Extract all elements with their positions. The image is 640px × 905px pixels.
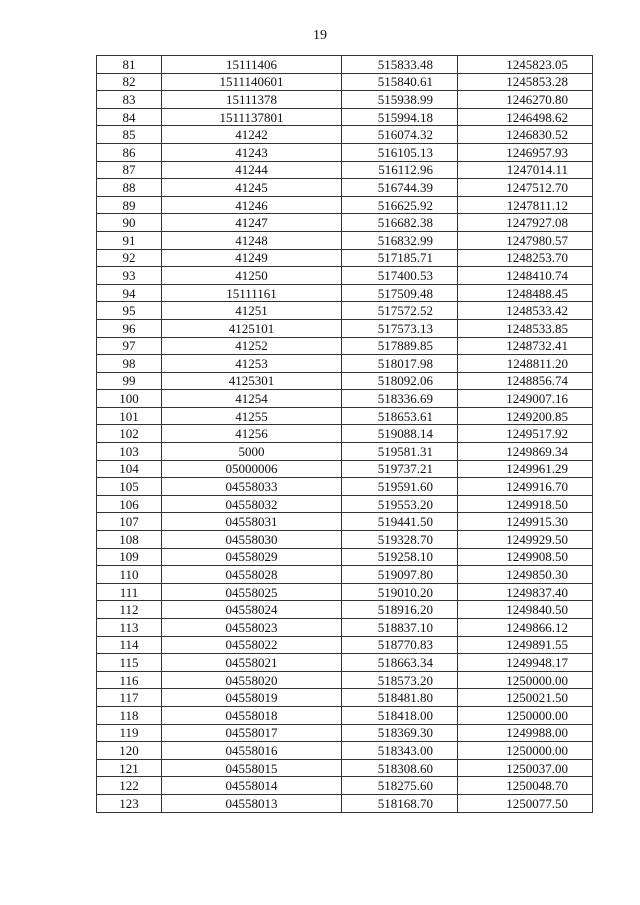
table-row — [97, 671, 593, 689]
x-coordinate-cell: 516105.13 — [342, 143, 458, 161]
x-coordinate-cell: 518481.80 — [342, 689, 458, 707]
x-coordinate-cell: 519441.50 — [342, 513, 458, 531]
table-row — [97, 531, 593, 549]
y-coordinate-cell: 1248533.42 — [458, 302, 593, 320]
x-coordinate-cell: 515994.18 — [342, 108, 458, 126]
point-id-cell: 04558017 — [162, 724, 342, 742]
x-coordinate-cell: 519553.20 — [342, 495, 458, 513]
point-id-cell: 1511137801 — [162, 108, 342, 126]
point-id-cell: 04558024 — [162, 601, 342, 619]
table-row — [97, 249, 593, 267]
x-coordinate-cell: 518663.34 — [342, 654, 458, 672]
point-id-cell: 04558019 — [162, 689, 342, 707]
point-id-cell: 04558020 — [162, 671, 342, 689]
table-row — [97, 742, 593, 760]
y-coordinate-cell: 1245853.28 — [458, 73, 593, 91]
y-coordinate-cell: 1248811.20 — [458, 355, 593, 373]
row-number-cell: 98 — [97, 355, 162, 373]
y-coordinate-cell: 1250000.00 — [458, 671, 593, 689]
x-coordinate-cell: 519591.60 — [342, 478, 458, 496]
row-number-cell: 90 — [97, 214, 162, 232]
y-coordinate-cell: 1249915.30 — [458, 513, 593, 531]
x-coordinate-cell: 519097.80 — [342, 566, 458, 584]
x-coordinate-cell: 518017.98 — [342, 355, 458, 373]
row-number-cell: 88 — [97, 179, 162, 197]
y-coordinate-cell: 1249908.50 — [458, 548, 593, 566]
x-coordinate-cell: 519258.10 — [342, 548, 458, 566]
row-number-cell: 115 — [97, 654, 162, 672]
table-row — [97, 126, 593, 144]
y-coordinate-cell: 1247811.12 — [458, 196, 593, 214]
x-coordinate-cell: 519581.31 — [342, 443, 458, 461]
table-row — [97, 196, 593, 214]
row-number-cell: 119 — [97, 724, 162, 742]
row-number-cell: 118 — [97, 706, 162, 724]
x-coordinate-cell: 519737.21 — [342, 460, 458, 478]
y-coordinate-cell: 1249007.16 — [458, 390, 593, 408]
table-row — [97, 179, 593, 197]
row-number-cell: 81 — [97, 56, 162, 74]
point-id-cell: 41244 — [162, 161, 342, 179]
point-id-cell: 41255 — [162, 407, 342, 425]
row-number-cell: 93 — [97, 267, 162, 285]
x-coordinate-cell: 518168.70 — [342, 794, 458, 812]
y-coordinate-cell: 1249517.92 — [458, 425, 593, 443]
y-coordinate-cell: 1250000.00 — [458, 742, 593, 760]
point-id-cell: 15111161 — [162, 284, 342, 302]
point-id-cell: 15111406 — [162, 56, 342, 74]
row-number-cell: 105 — [97, 478, 162, 496]
x-coordinate-cell: 515833.48 — [342, 56, 458, 74]
x-coordinate-cell: 517889.85 — [342, 337, 458, 355]
y-coordinate-cell: 1249866.12 — [458, 619, 593, 637]
table-row — [97, 143, 593, 161]
point-id-cell: 04558015 — [162, 759, 342, 777]
table-row — [97, 706, 593, 724]
y-coordinate-cell: 1249850.30 — [458, 566, 593, 584]
y-coordinate-cell: 1247927.08 — [458, 214, 593, 232]
row-number-cell: 82 — [97, 73, 162, 91]
point-id-cell: 41252 — [162, 337, 342, 355]
x-coordinate-cell: 517572.52 — [342, 302, 458, 320]
row-number-cell: 121 — [97, 759, 162, 777]
point-id-cell: 04558031 — [162, 513, 342, 531]
row-number-cell: 94 — [97, 284, 162, 302]
row-number-cell: 117 — [97, 689, 162, 707]
row-number-cell: 111 — [97, 583, 162, 601]
table-row — [97, 636, 593, 654]
table-row — [97, 355, 593, 373]
point-id-cell: 41243 — [162, 143, 342, 161]
x-coordinate-cell: 518343.00 — [342, 742, 458, 760]
y-coordinate-cell: 1249840.50 — [458, 601, 593, 619]
y-coordinate-cell: 1246270.80 — [458, 91, 593, 109]
row-number-cell: 122 — [97, 777, 162, 795]
table-row — [97, 302, 593, 320]
x-coordinate-cell: 518275.60 — [342, 777, 458, 795]
x-coordinate-cell: 518336.69 — [342, 390, 458, 408]
row-number-cell: 84 — [97, 108, 162, 126]
table-row — [97, 56, 593, 74]
x-coordinate-cell: 515840.61 — [342, 73, 458, 91]
x-coordinate-cell: 518092.06 — [342, 372, 458, 390]
point-id-cell: 04558029 — [162, 548, 342, 566]
point-id-cell: 41256 — [162, 425, 342, 443]
row-number-cell: 104 — [97, 460, 162, 478]
point-id-cell: 1511140601 — [162, 73, 342, 91]
table-row — [97, 91, 593, 109]
y-coordinate-cell: 1248488.45 — [458, 284, 593, 302]
x-coordinate-cell: 517185.71 — [342, 249, 458, 267]
table-row — [97, 601, 593, 619]
point-id-cell: 04558032 — [162, 495, 342, 513]
row-number-cell: 106 — [97, 495, 162, 513]
table-row — [97, 214, 593, 232]
point-id-cell: 04558016 — [162, 742, 342, 760]
table-body — [97, 56, 593, 813]
x-coordinate-cell: 516682.38 — [342, 214, 458, 232]
y-coordinate-cell: 1249916.70 — [458, 478, 593, 496]
point-id-cell: 04558018 — [162, 706, 342, 724]
table-row — [97, 794, 593, 812]
y-coordinate-cell: 1249961.29 — [458, 460, 593, 478]
row-number-cell: 97 — [97, 337, 162, 355]
y-coordinate-cell: 1250037.00 — [458, 759, 593, 777]
row-number-cell: 109 — [97, 548, 162, 566]
y-coordinate-cell: 1248533.85 — [458, 319, 593, 337]
x-coordinate-cell: 518770.83 — [342, 636, 458, 654]
y-coordinate-cell: 1250048.70 — [458, 777, 593, 795]
y-coordinate-cell: 1249918.50 — [458, 495, 593, 513]
row-number-cell: 101 — [97, 407, 162, 425]
coordinates-table — [96, 55, 593, 813]
y-coordinate-cell: 1247512.70 — [458, 179, 593, 197]
point-id-cell: 04558030 — [162, 531, 342, 549]
y-coordinate-cell: 1246830.52 — [458, 126, 593, 144]
y-coordinate-cell: 1248410.74 — [458, 267, 593, 285]
y-coordinate-cell: 1249929.50 — [458, 531, 593, 549]
table-row — [97, 407, 593, 425]
point-id-cell: 04558025 — [162, 583, 342, 601]
table-row — [97, 267, 593, 285]
table-row — [97, 689, 593, 707]
y-coordinate-cell: 1249891.55 — [458, 636, 593, 654]
table-row — [97, 619, 593, 637]
y-coordinate-cell: 1249988.00 — [458, 724, 593, 742]
row-number-cell: 114 — [97, 636, 162, 654]
point-id-cell: 41249 — [162, 249, 342, 267]
point-id-cell: 41246 — [162, 196, 342, 214]
x-coordinate-cell: 516625.92 — [342, 196, 458, 214]
y-coordinate-cell: 1245823.05 — [458, 56, 593, 74]
point-id-cell: 04558013 — [162, 794, 342, 812]
x-coordinate-cell: 516112.96 — [342, 161, 458, 179]
point-id-cell: 41242 — [162, 126, 342, 144]
row-number-cell: 85 — [97, 126, 162, 144]
x-coordinate-cell: 518308.60 — [342, 759, 458, 777]
point-id-cell: 4125101 — [162, 319, 342, 337]
table-row — [97, 478, 593, 496]
table-row — [97, 284, 593, 302]
table-row — [97, 777, 593, 795]
x-coordinate-cell: 517400.53 — [342, 267, 458, 285]
page-number: 19 — [313, 28, 327, 43]
point-id-cell: 15111378 — [162, 91, 342, 109]
x-coordinate-cell: 519328.70 — [342, 531, 458, 549]
y-coordinate-cell: 1249948.17 — [458, 654, 593, 672]
table-row — [97, 724, 593, 742]
row-number-cell: 113 — [97, 619, 162, 637]
y-coordinate-cell: 1247980.57 — [458, 231, 593, 249]
point-id-cell: 04558014 — [162, 777, 342, 795]
y-coordinate-cell: 1249837.40 — [458, 583, 593, 601]
table-row — [97, 390, 593, 408]
row-number-cell: 120 — [97, 742, 162, 760]
x-coordinate-cell: 519088.14 — [342, 425, 458, 443]
row-number-cell: 116 — [97, 671, 162, 689]
y-coordinate-cell: 1250000.00 — [458, 706, 593, 724]
x-coordinate-cell: 518837.10 — [342, 619, 458, 637]
row-number-cell: 91 — [97, 231, 162, 249]
point-id-cell: 41250 — [162, 267, 342, 285]
row-number-cell: 100 — [97, 390, 162, 408]
x-coordinate-cell: 516744.39 — [342, 179, 458, 197]
row-number-cell: 95 — [97, 302, 162, 320]
y-coordinate-cell: 1248732.41 — [458, 337, 593, 355]
point-id-cell: 41251 — [162, 302, 342, 320]
x-coordinate-cell: 518369.30 — [342, 724, 458, 742]
point-id-cell: 41245 — [162, 179, 342, 197]
row-number-cell: 110 — [97, 566, 162, 584]
x-coordinate-cell: 518573.20 — [342, 671, 458, 689]
x-coordinate-cell: 519010.20 — [342, 583, 458, 601]
row-number-cell: 112 — [97, 601, 162, 619]
point-id-cell: 04558028 — [162, 566, 342, 584]
row-number-cell: 108 — [97, 531, 162, 549]
table-row — [97, 372, 593, 390]
table-row — [97, 425, 593, 443]
table-row — [97, 231, 593, 249]
x-coordinate-cell: 518418.00 — [342, 706, 458, 724]
table-row — [97, 583, 593, 601]
row-number-cell: 86 — [97, 143, 162, 161]
point-id-cell: 04558022 — [162, 636, 342, 654]
y-coordinate-cell: 1248856.74 — [458, 372, 593, 390]
row-number-cell: 103 — [97, 443, 162, 461]
x-coordinate-cell: 515938.99 — [342, 91, 458, 109]
table-row — [97, 566, 593, 584]
row-number-cell: 123 — [97, 794, 162, 812]
point-id-cell: 41254 — [162, 390, 342, 408]
y-coordinate-cell: 1250077.50 — [458, 794, 593, 812]
table-row — [97, 337, 593, 355]
row-number-cell: 87 — [97, 161, 162, 179]
row-number-cell: 102 — [97, 425, 162, 443]
point-id-cell: 41253 — [162, 355, 342, 373]
x-coordinate-cell: 518916.20 — [342, 601, 458, 619]
table-row — [97, 73, 593, 91]
table-row — [97, 108, 593, 126]
table-row — [97, 548, 593, 566]
point-id-cell: 04558033 — [162, 478, 342, 496]
point-id-cell: 41248 — [162, 231, 342, 249]
table-row — [97, 460, 593, 478]
row-number-cell: 99 — [97, 372, 162, 390]
y-coordinate-cell: 1248253.70 — [458, 249, 593, 267]
y-coordinate-cell: 1246957.93 — [458, 143, 593, 161]
y-coordinate-cell: 1249200.85 — [458, 407, 593, 425]
point-id-cell: 4125301 — [162, 372, 342, 390]
point-id-cell: 5000 — [162, 443, 342, 461]
row-number-cell: 83 — [97, 91, 162, 109]
x-coordinate-cell: 516832.99 — [342, 231, 458, 249]
row-number-cell: 107 — [97, 513, 162, 531]
x-coordinate-cell: 516074.32 — [342, 126, 458, 144]
table-row — [97, 443, 593, 461]
row-number-cell: 96 — [97, 319, 162, 337]
table-row — [97, 654, 593, 672]
row-number-cell: 89 — [97, 196, 162, 214]
y-coordinate-cell: 1247014.11 — [458, 161, 593, 179]
table-row — [97, 161, 593, 179]
point-id-cell: 04558021 — [162, 654, 342, 672]
row-number-cell: 92 — [97, 249, 162, 267]
table-row — [97, 495, 593, 513]
x-coordinate-cell: 517573.13 — [342, 319, 458, 337]
y-coordinate-cell: 1249869.34 — [458, 443, 593, 461]
table-row — [97, 319, 593, 337]
y-coordinate-cell: 1250021.50 — [458, 689, 593, 707]
x-coordinate-cell: 517509.48 — [342, 284, 458, 302]
point-id-cell: 04558023 — [162, 619, 342, 637]
table-row — [97, 513, 593, 531]
point-id-cell: 41247 — [162, 214, 342, 232]
y-coordinate-cell: 1246498.62 — [458, 108, 593, 126]
table-row — [97, 759, 593, 777]
point-id-cell: 05000006 — [162, 460, 342, 478]
x-coordinate-cell: 518653.61 — [342, 407, 458, 425]
